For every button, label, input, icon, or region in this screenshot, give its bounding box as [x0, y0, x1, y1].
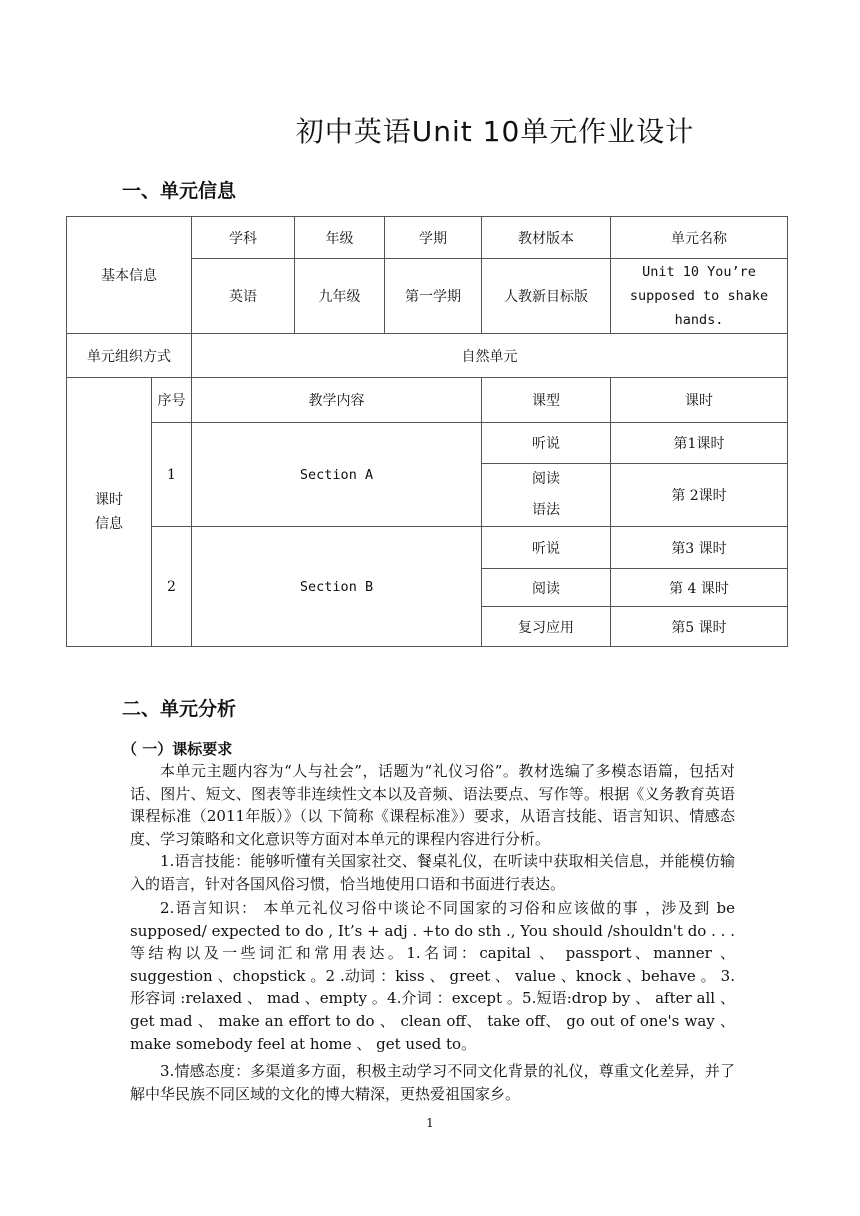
value-textbook: 人教新目标版 [482, 259, 611, 334]
col-header-type: 课型 [482, 378, 611, 423]
row2-lesson3-type: 复习应用 [482, 607, 611, 647]
row1-seq: 1 [152, 423, 192, 527]
value-subject: 英语 [192, 259, 295, 334]
row1-content: Section A [192, 423, 482, 527]
row1-lesson2-type-line2: 语法 [532, 502, 560, 518]
lesson-info-label-line1: 课时 [95, 492, 123, 508]
col-header-content: 教学内容 [192, 378, 482, 423]
header-term: 学期 [385, 217, 482, 259]
header-unit-name: 单元名称 [611, 217, 788, 259]
basic-info-label: 基本信息 [67, 217, 192, 334]
unit-info-table [66, 216, 788, 647]
lesson-info-label-line2: 信息 [95, 516, 123, 532]
row1-lesson2-type [482, 464, 611, 527]
section-heading-unit-info: 一、单元信息 [122, 180, 237, 202]
header-textbook: 教材版本 [482, 217, 611, 259]
lesson-info-label [67, 378, 152, 647]
paragraph-intro: 本单元主题内容为“人与社会”，话题为“礼仪习俗”。教材选编了多模态语篇，包括对话、图片、短文、图表等非连续性文本以及音频、语法要点、写作等。根据《义务教育英语课程标准（2011年版）》（以 下简称《课程标准》）要求，从语言技能、语言知识、情感态度、学习策略和文化意识等方面对本单元的课程内容进行分析。 [130, 762, 735, 848]
header-subject: 学科 [192, 217, 295, 259]
document-title: 初中英语Unit 10单元作业设计 [295, 115, 695, 148]
paragraph-language-skills: 1.语言技能：能够听懂有关国家社交、餐桌礼仪，在听读中获取相关信息，并能模仿输入的语言，针对各国风俗习惯，恰当地使用口语和书面进行表达。 [130, 852, 735, 893]
row2-lesson1-type: 听说 [482, 527, 611, 569]
org-label: 单元组织方式 [67, 334, 192, 378]
col-header-hours: 课时 [611, 378, 788, 423]
col-header-seq: 序号 [152, 378, 192, 423]
value-grade: 九年级 [295, 259, 385, 334]
row1-lesson2-hours: 第 2课时 [611, 464, 788, 527]
row1-lesson2-type-line1: 阅读 [532, 471, 560, 487]
row1-lesson1-type: 听说 [482, 423, 611, 464]
row2-content: Section B [192, 527, 482, 647]
value-unit-name: Unit 10 You’re supposed to shake hands. [611, 259, 788, 334]
row2-lesson2-hours: 第 4 课时 [611, 569, 788, 607]
subheading-curriculum-requirements: （ 一）课标要求 [122, 740, 233, 758]
page-number: 1 [426, 1116, 434, 1130]
row1-lesson1-hours: 第1课时 [611, 423, 788, 464]
row2-seq: 2 [152, 527, 192, 647]
paragraph-language-knowledge: 2.语言知识： 本单元礼仪习俗中谈论不同国家的习俗和应该做的事 ，涉及到 be supposed/ expected to do , It’s + adj . +to do sth ., You should /shouldn't do . . . 等结构以及一些词汇和常用表达。1.名词：capital 、 passport、manner 、 suggestion 、chopstick 。2 .动词 ：kiss 、 greet 、 value 、knock 、behave 。 3.形容词 :relaxed 、 mad 、empty 。4.介词 ：except 。5.短语:drop by 、 after all 、 get mad 、 make an effort to do 、 clean off、 take off、 go out of one's way 、 make somebody feel at home 、 get used to。 [130, 899, 735, 1053]
row2-lesson3-hours: 第5 课时 [611, 607, 788, 647]
header-grade: 年级 [295, 217, 385, 259]
row2-lesson2-type: 阅读 [482, 569, 611, 607]
row2-lesson1-hours: 第3 课时 [611, 527, 788, 569]
value-term: 第一学期 [385, 259, 482, 334]
org-value: 自然单元 [192, 334, 788, 378]
paragraph-emotional-attitude: 3.情感态度：多渠道多方面，积极主动学习不同文化背景的礼仪，尊重文化差异，并了解中华民族不同区域的文化的博大精深，更热爱祖国家乡。 [130, 1062, 735, 1103]
section-heading-unit-analysis: 二、单元分析 [122, 698, 237, 720]
